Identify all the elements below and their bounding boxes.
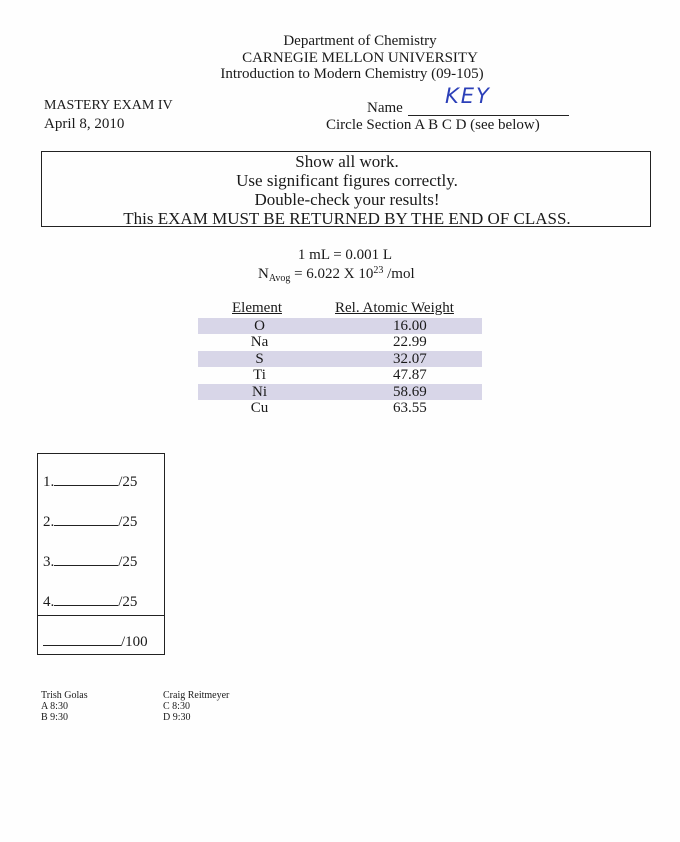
score-blank[interactable] <box>54 473 118 486</box>
section-instructor-block <box>163 690 229 723</box>
element-symbol: S <box>255 351 264 367</box>
score-row-q2 <box>43 513 137 531</box>
table-header-element: Element <box>232 300 282 316</box>
name-field-line[interactable] <box>408 115 569 116</box>
element-symbol: Na <box>250 334 269 350</box>
score-row-total <box>43 633 148 651</box>
department-heading: Department of Chemistry <box>283 33 437 49</box>
score-max: /25 <box>118 594 138 610</box>
score-blank[interactable] <box>54 593 118 606</box>
atomic-weight: 22.99 <box>393 334 427 350</box>
exam-title: MASTERY EXAM IV <box>44 98 173 113</box>
table-header-weight: Rel. Atomic Weight <box>335 300 454 316</box>
score-row-q3 <box>43 553 137 571</box>
atomic-weight: 47.87 <box>393 367 427 383</box>
table-row <box>198 351 482 367</box>
atomic-weight: 32.07 <box>393 351 427 367</box>
score-max: /25 <box>118 514 138 530</box>
section-time: B 9:30 <box>41 712 68 723</box>
score-blank[interactable] <box>54 553 118 566</box>
avogadro-unit: /mol <box>387 266 415 282</box>
course-heading: Introduction to Modern Chemistry (09-105) <box>220 66 484 82</box>
section-time: D 9:30 <box>163 712 191 723</box>
instructor-name: Trish Golas <box>41 690 88 701</box>
university-heading: CARNEGIE MELLON UNIVERSITY <box>242 50 478 66</box>
table-row <box>198 384 482 400</box>
name-label: Name <box>367 100 403 116</box>
avogadro-constant <box>258 265 415 284</box>
table-row <box>198 400 482 416</box>
score-max: /25 <box>118 474 138 490</box>
element-symbol: Ti <box>253 367 266 383</box>
avogadro-symbol: N <box>258 266 269 282</box>
section-prompt: Circle Section A B C D (see below) <box>326 117 540 133</box>
section-time: A 8:30 <box>41 701 68 712</box>
volume-conversion: 1 mL = 0.001 L <box>297 247 393 263</box>
element-symbol: O <box>254 318 265 334</box>
question-number: 4. <box>43 594 55 610</box>
exam-date: April 8, 2010 <box>44 116 125 132</box>
name-handwritten-value: KEY <box>445 84 491 108</box>
instruction-line: Show all work. <box>295 152 399 171</box>
avogadro-exponent: 23 <box>373 265 384 276</box>
avogadro-subscript: Avog <box>268 273 291 284</box>
score-divider <box>38 615 164 616</box>
element-symbol: Cu <box>250 400 269 416</box>
instructor-name: Craig Reitmeyer <box>163 690 230 701</box>
avogadro-value: = 6.022 X 10 <box>294 266 374 282</box>
instruction-line: Use significant figures correctly. <box>236 171 458 190</box>
section-instructor-block <box>41 690 88 723</box>
table-row <box>198 367 482 383</box>
table-row <box>198 318 482 334</box>
atomic-weight: 58.69 <box>393 384 427 400</box>
total-max: /100 <box>121 634 148 650</box>
score-row-q1 <box>43 473 137 491</box>
element-symbol: Ni <box>252 384 267 400</box>
score-row-q4 <box>43 593 137 611</box>
question-number: 2. <box>43 514 55 530</box>
table-row <box>198 334 482 350</box>
atomic-weight: 63.55 <box>393 400 427 416</box>
question-number: 3. <box>43 554 55 570</box>
total-score-blank[interactable] <box>43 633 121 646</box>
instructions-box <box>41 151 651 227</box>
score-blank[interactable] <box>54 513 118 526</box>
atomic-weight: 16.00 <box>393 318 427 334</box>
instruction-line: This EXAM MUST BE RETURNED BY THE END OF CLASS. <box>123 209 571 228</box>
section-time: C 8:30 <box>163 701 190 712</box>
instruction-line: Double-check your results! <box>254 190 440 209</box>
score-box <box>37 453 165 655</box>
question-number: 1. <box>43 474 55 490</box>
score-max: /25 <box>118 554 138 570</box>
